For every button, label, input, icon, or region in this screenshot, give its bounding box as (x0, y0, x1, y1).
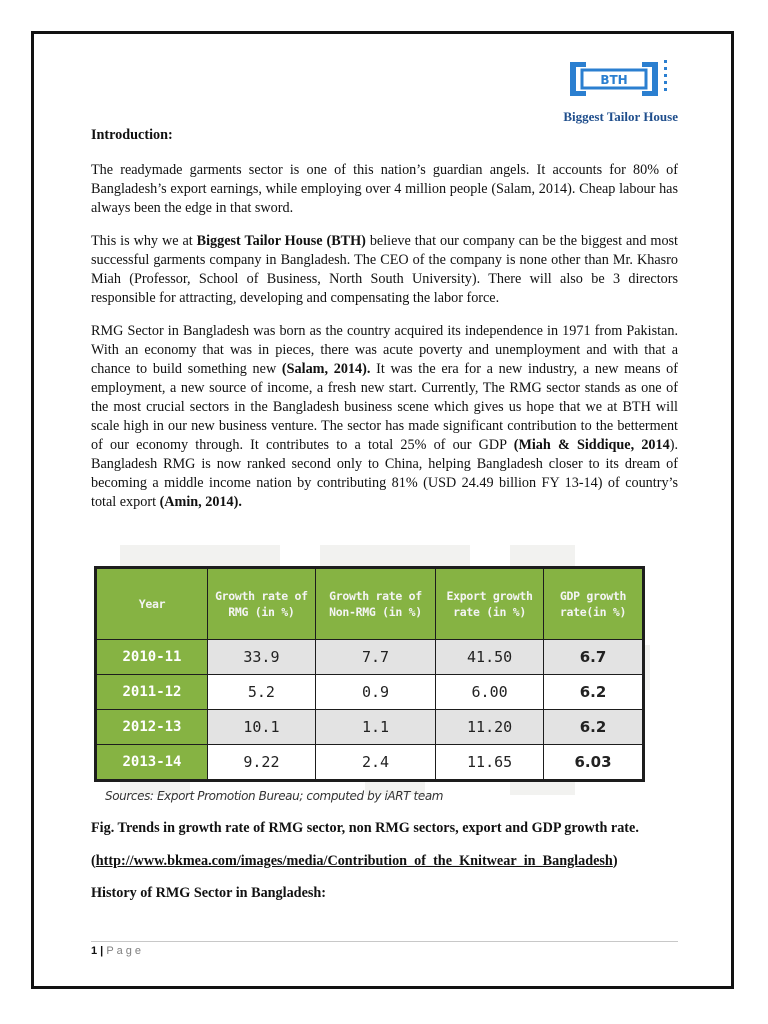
growth-rate-table (94, 566, 645, 782)
citation-miah: (Miah & Siddique, 2014 (513, 437, 670, 453)
intro-paragraph-3: RMG Sector in Bangladesh was born as the country acquired its independence in 1971 from Pakistan. With an economy that was in pieces, there was acute poverty and unemployment and with that a chance to build something new (Salam, 2014). It was the era for a new industry, a new means of employment, a new source of income, a fresh new start. Currently, The RMG sector stands as one of the most crucial sectors in the Bangladesh business scene which gives us hope that we at BTH will scale high in our new business venture. The sector has made significant contribution to the betterment of our economy through. It contributes to a total 25% of our GDP (Miah & Siddique, 2014). Bangladesh RMG is now ranked second only to China, helping Bangladesh closer to its dream of becoming a middle income nation by contributing 81% (USD 24.49 billion FY 13-14) of country’s total export (Amin, 2014). (91, 323, 679, 510)
table-row: 2013-14 9.22 2.4 11.65 6.03 (96, 744, 644, 780)
footer-divider (91, 941, 678, 942)
citation-salam: (Salam, 2014). (281, 361, 371, 377)
header-gdp: GDP growth rate(in %) (544, 568, 644, 640)
header-non-rmg: Growth rate of Non-RMG (in %) (315, 568, 435, 640)
header-year: Year (96, 568, 208, 640)
header-rmg: Growth rate of RMG (in %) (208, 568, 316, 640)
table-source-note: Sources: Export Promotion Bureau; computed by iART team (105, 789, 444, 803)
header-export: Export growth rate (in %) (436, 568, 544, 640)
document-body (91, 126, 678, 512)
reference-link[interactable]: http://www.bkmea.com/images/media/Contribution_of_the_Knitwear_in_Bangladesh (95, 853, 613, 869)
page-number: 1 (91, 945, 98, 957)
company-name-bold: Biggest Tailor House (BTH) (196, 233, 366, 249)
table-header-row (96, 568, 644, 640)
logo-text: BTH (600, 73, 628, 87)
intro-paragraph-2: This is why we at Biggest Tailor House (BTH) believe that our company can be the biggest and most successful garments company in Bangladesh. The CEO of the company is none other than Mr. Khasro Miah (Professor, School of Business, North South University). There will also be 3 directors responsible for attracting, developing and compensating the labor force. (91, 233, 678, 306)
citation-amin: (Amin, 2014). (159, 494, 242, 510)
figure-reference: (http://www.bkmea.com/images/media/Contribution_of_the_Knitwear_in_Bangladesh) (91, 853, 618, 869)
intro-heading: Introduction: (91, 127, 173, 143)
page-footer: 1 | Page (91, 945, 145, 957)
figure-caption: Fig. Trends in growth rate of RMG sector, non RMG sectors, export and GDP growth rate. (91, 820, 639, 836)
intro-paragraph-1: The readymade garments sector is one of this nation’s guardian angels. It accounts for 80% of Bangladesh’s export earnings, while employing over 4 million people (Salam, 2014). Cheap labour has always been the edge in that sword. (91, 162, 678, 216)
table-row: 2011-12 5.2 0.9 6.00 6.2 (96, 674, 644, 709)
table-row: 2010-11 33.9 7.7 41.50 6.7 (96, 640, 644, 675)
brand-name: Biggest Tailor House (563, 109, 678, 124)
table-row: 2012-13 10.1 1.1 11.20 6.2 (96, 709, 644, 744)
bth-logo-icon (568, 58, 672, 100)
page-label: Page (106, 945, 145, 957)
history-heading: History of RMG Sector in Bangladesh: (91, 885, 327, 901)
